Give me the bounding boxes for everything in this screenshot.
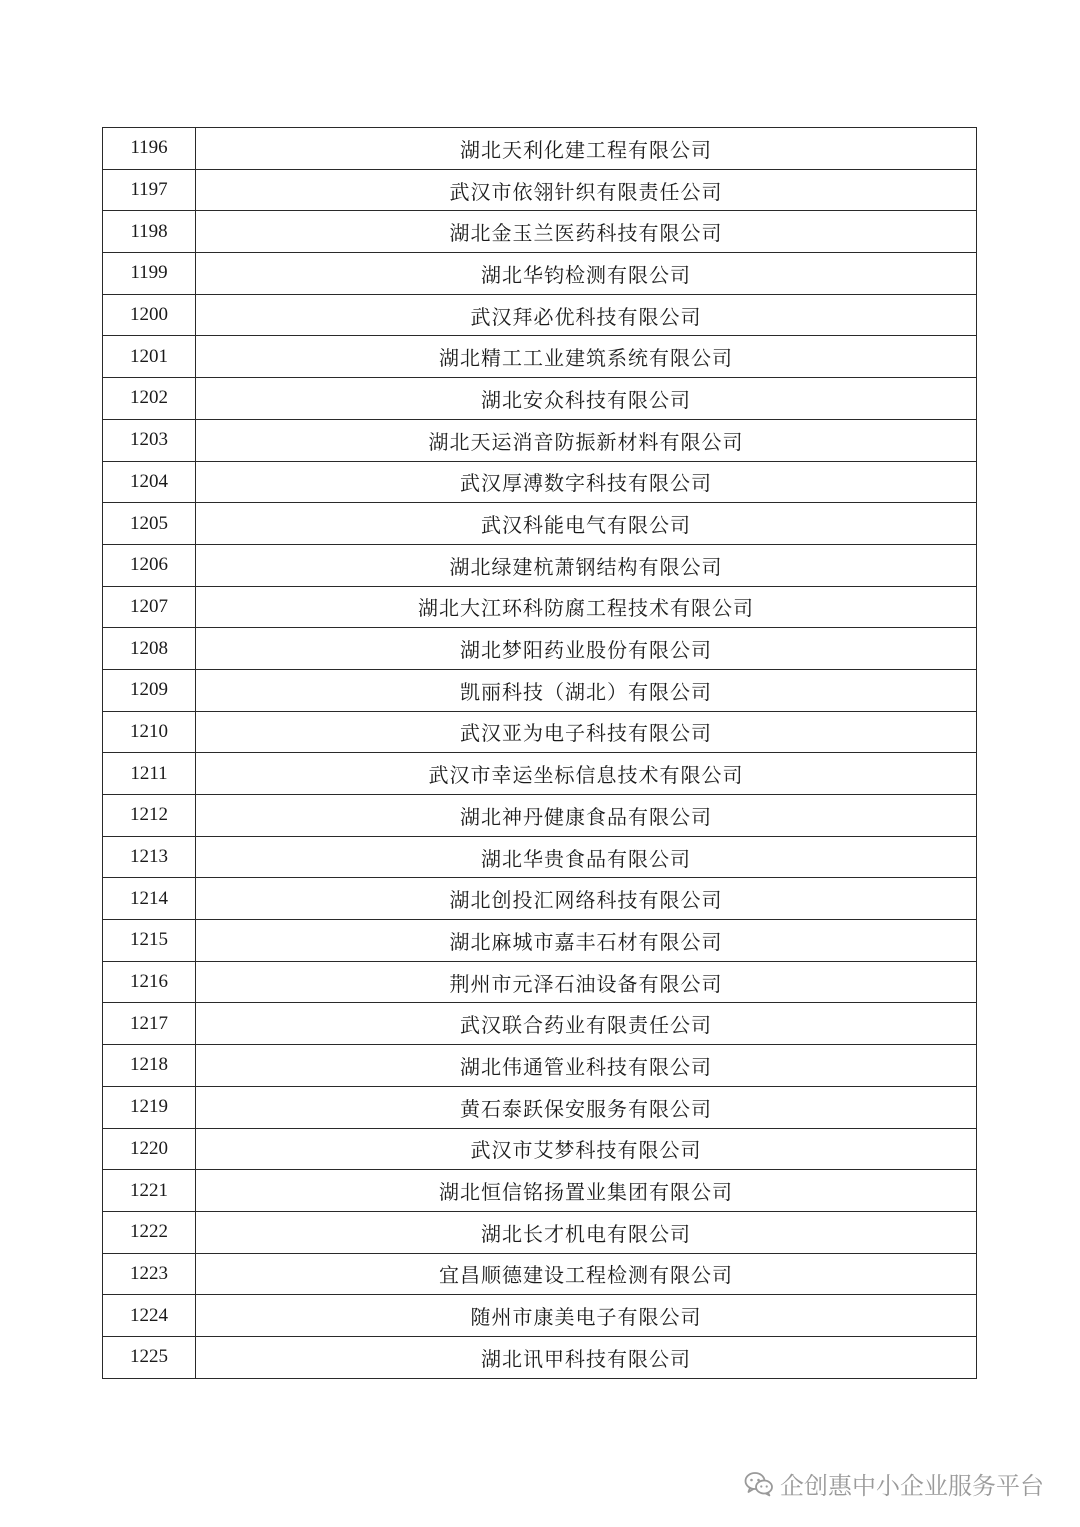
table-row — [103, 378, 977, 420]
company-name: 湖北精工工业建筑系统有限公司 — [196, 336, 977, 378]
table-row — [103, 920, 977, 962]
table-row — [103, 1253, 977, 1295]
company-name: 武汉市幸运坐标信息技术有限公司 — [196, 753, 977, 795]
table-row — [103, 336, 977, 378]
row-number: 1203 — [103, 419, 196, 461]
table-row — [103, 544, 977, 586]
row-number: 1201 — [103, 336, 196, 378]
company-name: 宜昌顺德建设工程检测有限公司 — [196, 1253, 977, 1295]
company-name: 湖北创投汇网络科技有限公司 — [196, 878, 977, 920]
company-name: 荆州市元泽石油设备有限公司 — [196, 961, 977, 1003]
company-name: 湖北金玉兰医药科技有限公司 — [196, 211, 977, 253]
row-number: 1224 — [103, 1295, 196, 1337]
table-row — [103, 1170, 977, 1212]
table-row — [103, 461, 977, 503]
row-number: 1215 — [103, 920, 196, 962]
company-name: 湖北天利化建工程有限公司 — [196, 128, 977, 170]
row-number: 1196 — [103, 128, 196, 170]
table-row — [103, 628, 977, 670]
company-name: 湖北安众科技有限公司 — [196, 378, 977, 420]
row-number: 1220 — [103, 1128, 196, 1170]
table-row — [103, 294, 977, 336]
row-number: 1209 — [103, 669, 196, 711]
company-name: 武汉亚为电子科技有限公司 — [196, 711, 977, 753]
row-number: 1217 — [103, 1003, 196, 1045]
company-name: 湖北绿建杭萧钢结构有限公司 — [196, 544, 977, 586]
table-row — [103, 669, 977, 711]
company-name: 湖北麻城市嘉丰石材有限公司 — [196, 920, 977, 962]
table-row — [103, 961, 977, 1003]
table-row — [103, 169, 977, 211]
company-name: 武汉拜必优科技有限公司 — [196, 294, 977, 336]
table-row — [103, 503, 977, 545]
row-number: 1207 — [103, 586, 196, 628]
row-number: 1216 — [103, 961, 196, 1003]
table-row — [103, 211, 977, 253]
company-name: 湖北恒信铭扬置业集团有限公司 — [196, 1170, 977, 1212]
row-number: 1200 — [103, 294, 196, 336]
table-row — [103, 1336, 977, 1378]
table-row — [103, 753, 977, 795]
company-name: 湖北梦阳药业股份有限公司 — [196, 628, 977, 670]
company-list-table — [102, 127, 977, 1379]
company-name: 湖北讯甲科技有限公司 — [196, 1336, 977, 1378]
company-name: 武汉联合药业有限责任公司 — [196, 1003, 977, 1045]
row-number: 1199 — [103, 253, 196, 295]
watermark-text: 企创惠中小企业服务平台 — [780, 1472, 1044, 1500]
row-number: 1210 — [103, 711, 196, 753]
company-name: 武汉科能电气有限公司 — [196, 503, 977, 545]
company-name: 湖北伟通管业科技有限公司 — [196, 1045, 977, 1087]
row-number: 1213 — [103, 836, 196, 878]
company-name: 凯丽科技（湖北）有限公司 — [196, 669, 977, 711]
table-row — [103, 1003, 977, 1045]
table-row — [103, 1128, 977, 1170]
table-row — [103, 253, 977, 295]
company-name: 黄石泰跃保安服务有限公司 — [196, 1086, 977, 1128]
row-number: 1222 — [103, 1211, 196, 1253]
company-name: 湖北大江环科防腐工程技术有限公司 — [196, 586, 977, 628]
company-name: 武汉厚溥数字科技有限公司 — [196, 461, 977, 503]
company-name: 湖北天运消音防振新材料有限公司 — [196, 419, 977, 461]
row-number: 1214 — [103, 878, 196, 920]
row-number: 1208 — [103, 628, 196, 670]
row-number: 1205 — [103, 503, 196, 545]
row-number: 1225 — [103, 1336, 196, 1378]
row-number: 1218 — [103, 1045, 196, 1087]
table-row — [103, 1295, 977, 1337]
table-row — [103, 128, 977, 170]
table-body — [103, 128, 977, 1379]
company-name: 湖北长才机电有限公司 — [196, 1211, 977, 1253]
row-number: 1202 — [103, 378, 196, 420]
table-row — [103, 1211, 977, 1253]
table-row — [103, 795, 977, 837]
company-name: 湖北华贵食品有限公司 — [196, 836, 977, 878]
company-name: 湖北华钧检测有限公司 — [196, 253, 977, 295]
table-row — [103, 878, 977, 920]
company-name: 武汉市艾梦科技有限公司 — [196, 1128, 977, 1170]
row-number: 1198 — [103, 211, 196, 253]
row-number: 1206 — [103, 544, 196, 586]
row-number: 1212 — [103, 795, 196, 837]
table-row — [103, 419, 977, 461]
company-name: 武汉市依翎针织有限责任公司 — [196, 169, 977, 211]
row-number: 1211 — [103, 753, 196, 795]
company-name: 湖北神丹健康食品有限公司 — [196, 795, 977, 837]
table-row — [103, 586, 977, 628]
row-number: 1221 — [103, 1170, 196, 1212]
table-row — [103, 1045, 977, 1087]
company-name: 随州市康美电子有限公司 — [196, 1295, 977, 1337]
table-row — [103, 711, 977, 753]
watermark — [744, 1466, 1044, 1501]
row-number: 1197 — [103, 169, 196, 211]
wechat-icon — [744, 1471, 774, 1497]
table-row — [103, 836, 977, 878]
row-number: 1219 — [103, 1086, 196, 1128]
table-row — [103, 1086, 977, 1128]
row-number: 1223 — [103, 1253, 196, 1295]
row-number: 1204 — [103, 461, 196, 503]
